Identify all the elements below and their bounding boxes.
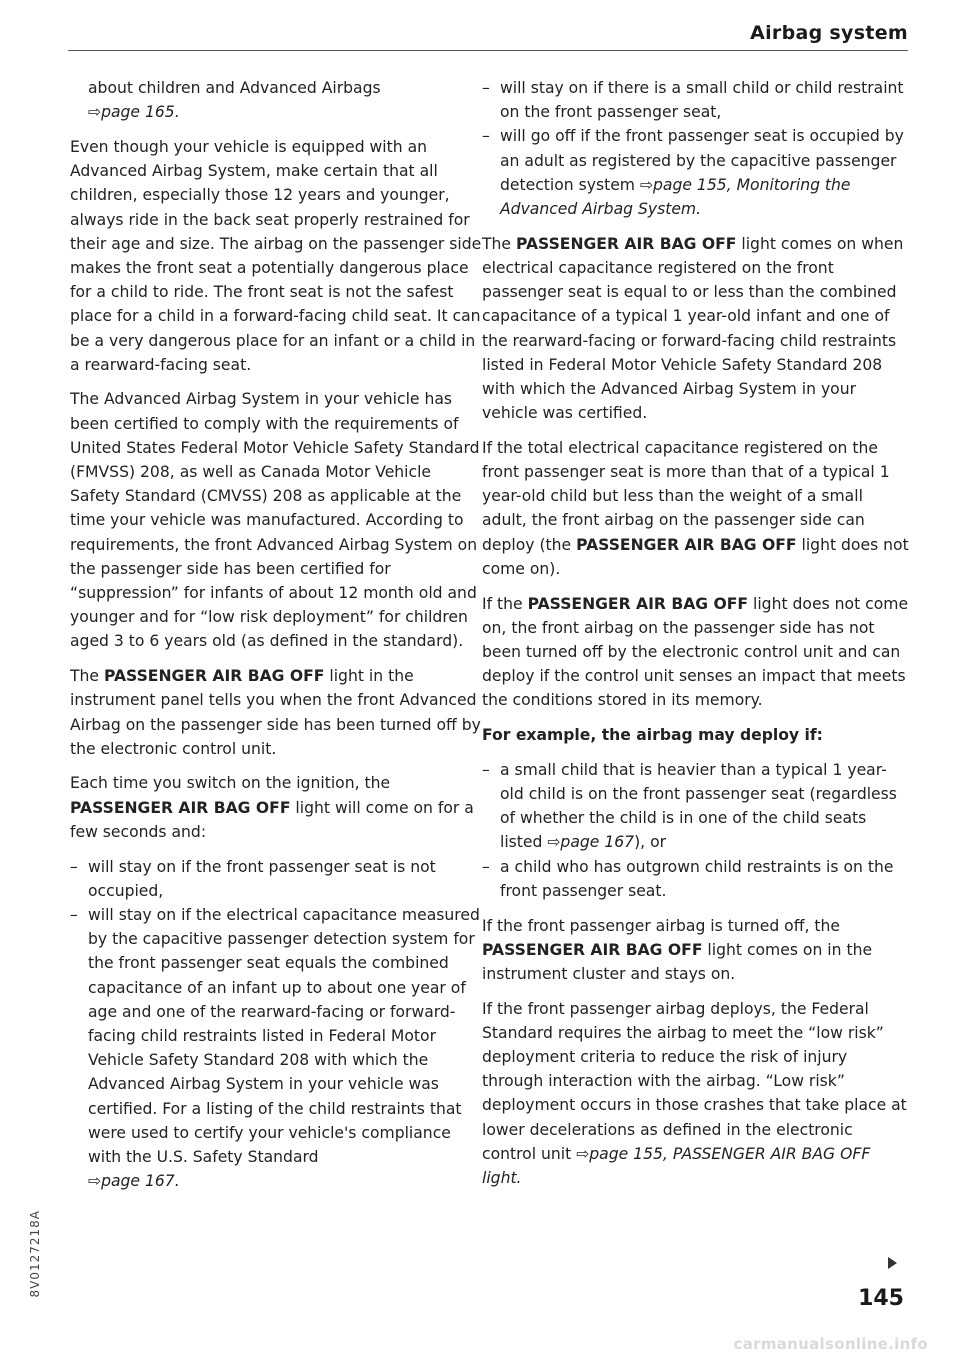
indicator-name: PASSENGER AIR BAG OFF [482,940,703,959]
page-reference-link[interactable]: ⇨page 165. [88,103,180,122]
list-item [70,903,482,1193]
text: a small child that is heavier than a typical 1 year-old child is on the front passenger seat (regardless of whether the child is in one of the child seats listed [500,760,897,852]
indicator-name: PASSENGER AIR BAG OFF [576,535,797,554]
paragraph-light-off [482,592,910,713]
continue-arrow-icon [888,1257,897,1269]
paragraph-indicator-light [70,664,482,761]
light-behavior-list-continued [482,76,910,221]
indicator-name: PASSENGER AIR BAG OFF [103,667,325,686]
indicator-name: PASSENGER AIR BAG OFF [527,594,749,613]
paragraph-low-risk [482,997,910,1191]
indicator-name: PASSENGER AIR BAG OFF [515,234,737,253]
page-reference-link[interactable]: ⇨page 155, PASSENGER AIR BAG OFF light. [482,1144,871,1188]
document-code: 8V0127218A [28,1210,42,1298]
text: Each time you switch on the ignition, the [70,774,391,793]
list-item [482,124,910,221]
text: will stay on if the electrical capacitance measured by the capacitive passenger detection system for the front passenger seat equals the combined capacitance of an infant up to about one year of age and one of the rearward-facing or forward-facing child restraints listed in Federal Motor Vehicle Safety Standard 208 with which the Advanced Airbag System in your vehicle was certified. For a listing of the child restraints that were used to certify your vehicle's compliance with the U.S. Safety Standard [88,906,480,1167]
text: If the total electrical capacitance registered on the front passenger seat is more than that of a typical 1 year-old child but less than the weight of a small adult, the front airbag on the passenger side can deploy (the [482,438,890,554]
text: The [70,667,104,686]
text: light comes on when electrical capacitance registered on the front passenger seat is equal to or less than the combined capacitance of a typical 1 year-old infant and one of the rearward-facing or forward-facing child restraints listed in Federal Motor Vehicle Safety Standard 208 with which the Advanced Airbag System in your vehicle was certified. [482,234,904,423]
paragraph-intro [70,76,482,124]
text: light does not come on). [482,535,909,578]
right-column [482,76,910,1201]
paragraph-text: about children and Advanced Airbags [88,79,381,97]
page-number: 145 [858,1286,904,1311]
light-behavior-list [70,855,482,1194]
section-title: Airbag system [750,22,908,44]
text: The [482,234,516,253]
page-reference-link[interactable]: ⇨page 155, Monitoring the Advanced Airbag System. [500,175,851,219]
page-reference-link[interactable]: ⇨page 167 [547,833,635,852]
list-item: – a child who has outgrown child restraints is on the front passenger seat. [482,855,910,903]
text: will go off if the front passenger seat is occupied by an adult as registered by the capacitive passenger detection system [500,127,904,194]
deploy-examples-list [482,758,910,903]
paragraph-capacitance [482,436,910,581]
list-item: – will stay on if the front passenger seat is not occupied, [70,855,482,903]
watermark: carmanualsonline.info [733,1335,928,1353]
text: If the front passenger airbag deploys, the Federal Standard requires the airbag to meet the “low risk” deployment criteria to reduce the risk of injury through interaction with the airbag. “Low risk” deployment occurs in those crashes that take place at lower decelerations as defined in the electronic control unit [482,999,907,1163]
list-item: – will stay on if there is a small child or child restraint on the front passenger seat, [482,76,910,124]
paragraph-children-safety: Even though your vehicle is equipped with an Advanced Airbag System, make certain that all children, especially those 12 years and younger, always ride in the back seat properly restrained for their age and size. The airbag on the passenger side makes the front seat a potentially dangerous place for a child to ride. The front seat is not the safest place for a child in a forward-facing child seat. It can be a very dangerous place for an infant or a child in a rearward-facing seat. [70,137,482,374]
text: light in the instrument panel tells you when the front Advanced Airbag on the passenger side has been turned off by the electronic control unit. [70,667,481,758]
paragraph-airbag-off [482,914,910,987]
page-reference-link[interactable]: ⇨page 167. [88,1172,180,1191]
subheading: For example, the airbag may deploy if: [482,726,823,745]
text: light does not come on, the front airbag on the passenger side has not been turned off by the electronic control unit and can deploy if the control unit senses an impact that meets the conditions stored in its memory. [482,594,909,710]
indicator-name: PASSENGER AIR BAG OFF [70,798,291,817]
paragraph-ignition [70,771,482,844]
text: light comes on in the instrument cluster and stays on. [482,940,873,983]
left-column [70,76,482,1204]
list-item [482,758,910,855]
header-rule [68,50,908,51]
text: If the [482,594,528,613]
text: ), or [634,833,667,852]
text: light will come on for a few seconds and: [70,798,474,841]
text: If the front passenger airbag is turned off, the [482,916,840,935]
paragraph-certification: The Advanced Airbag System in your vehicle has been certified to comply with the requirements of United States Federal Motor Vehicle Safety Standard (FMVSS) 208, as well as Canada Motor Vehicle Safety Standard (CMVSS) 208 as applicable at the time your vehicle was manufactured. According to requirements, the front Advanced Airbag System on the passenger side has been certified for “suppression” for infants of about 12 month old and younger and for “low risk deployment” for children aged 3 to 6 years old (as defined in the standard). [70,390,480,651]
paragraph-light-on [482,232,910,426]
